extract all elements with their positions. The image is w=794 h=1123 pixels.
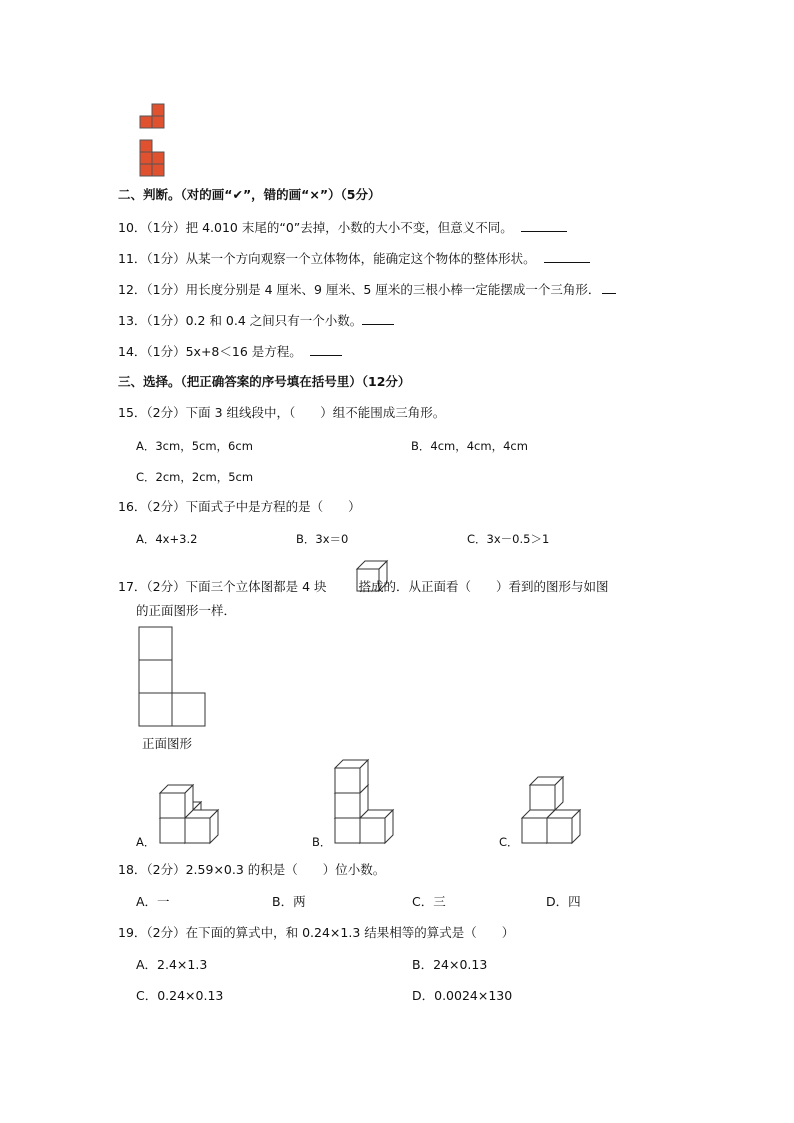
option-c[interactable]: C．三 [412,894,446,909]
option-d[interactable]: D．0.0024×130 [412,988,513,1003]
answer-blank[interactable] [602,281,616,294]
answer-blank[interactable] [362,312,394,325]
question-14 [118,343,342,360]
question-text: 17．（2分）下面三个立体图都是 4 块 [118,579,327,594]
option-d[interactable]: D．四 [546,894,581,909]
question-19: 19．（2分）在下面的算式中，和 0.24×1.3 结果相等的算式是（ ） [118,925,515,940]
question-12 [118,281,616,298]
cube-front [522,818,547,843]
option-a[interactable]: A．3cm，5cm，6cm [136,439,253,453]
cube-front [335,818,360,843]
question-11 [118,250,590,267]
answer-blank[interactable] [310,343,342,356]
question-text: 14．（1分）5x+8＜16 是方程。 [118,344,302,359]
question-text: 12．（1分）用长度分别是 4 厘米、9 厘米、5 厘米的三根小棒一定能摆成一个三角形． [118,282,601,297]
square-tile [152,116,164,128]
front-view-square [139,660,172,693]
square-tile [152,104,164,116]
cube-front [335,768,360,793]
answer-blank[interactable] [521,219,567,232]
question-17-line2: 的正面图形一样． [136,603,237,618]
square-tile [152,164,164,176]
option-a[interactable]: A．2.4×1.3 [136,957,208,972]
option-c[interactable]: C． [499,835,519,849]
question-17-line1 [118,579,609,595]
question-text: 10．（1分）把 4.010 末尾的“0”去掉，小数的大小不变，但意义不同。 [118,220,513,235]
section-2-heading: 二、判断。（对的画“✔”，错的画“×”）（5分） [118,187,381,202]
question-18: 18．（2分）2.59×0.3 的积是（ ）位小数。 [118,862,386,877]
question-16: 16．（2分）下面式子中是方程的是（ ） [118,499,361,514]
square-tile [140,164,152,176]
question-text: 11．（1分）从某一个方向观察一个立体物体，能确定这个物体的整体形状。 [118,251,536,266]
cube-front [185,818,210,843]
front-view-label: 正面图形 [142,736,193,751]
option-c[interactable]: C．0.24×0.13 [136,988,224,1003]
question-10 [118,219,567,236]
option-b[interactable]: B．3x＝0 [296,532,349,546]
front-view-square [139,627,172,660]
cube-front [160,818,185,843]
square-tile [140,116,152,128]
square-tile [140,152,152,164]
option-c[interactable]: C．3x－0.5＞1 [467,532,550,546]
option-a[interactable]: A．4x+3.2 [136,532,198,546]
square-tile [140,140,152,152]
cube-front [335,793,360,818]
question-15: 15．（2分）下面 3 组线段中，（ ）组不能围成三角形。 [118,405,446,420]
section-3-heading: 三、选择。（把正确答案的序号填在括号里）（12分） [118,374,411,389]
option-b[interactable]: B．4cm，4cm，4cm [411,439,528,453]
cube-front [530,785,555,810]
option-a[interactable]: A．一 [136,894,170,909]
front-view-square [139,693,172,726]
answer-blank[interactable] [544,250,590,263]
question-text: 13．（1分）0.2 和 0.4 之间只有一个小数。 [118,313,363,328]
square-tile [152,152,164,164]
option-b[interactable]: B．两 [272,894,306,909]
cube-front [360,818,385,843]
question-13 [118,312,394,329]
option-c[interactable]: C．2cm，2cm，5cm [136,470,254,484]
question-text: 搭成的．从正面看（ ）看到的图形与如图 [358,579,609,594]
cube-front [160,793,185,818]
option-a[interactable]: A． [136,835,156,849]
option-b[interactable]: B．24×0.13 [412,957,488,972]
option-b[interactable]: B． [312,835,332,849]
front-view-square [172,693,205,726]
cube-front [547,818,572,843]
